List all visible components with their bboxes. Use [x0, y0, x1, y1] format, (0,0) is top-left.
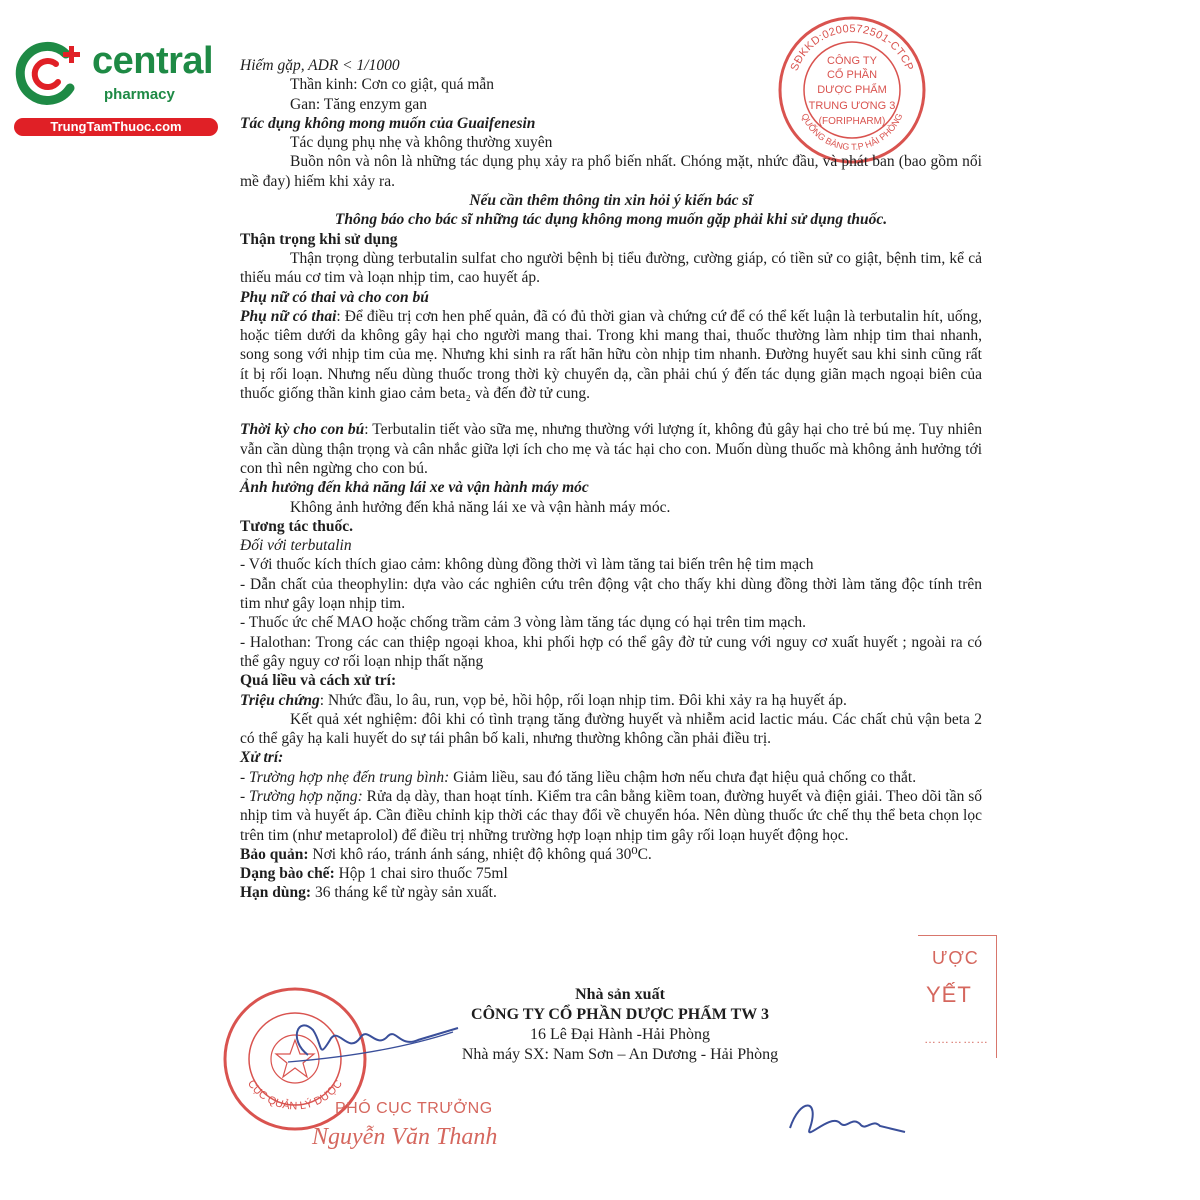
doc-paragraph — [240, 498, 982, 517]
partial-stamp-text-2: YẾT — [926, 982, 972, 1007]
doc-paragraph — [240, 748, 982, 767]
document-body — [240, 56, 982, 903]
stamp-line-3: DƯỢC PHẨM — [817, 84, 887, 96]
paragraph-text: - Halothan: Trong các can thiệp ngoại khoa, khi phối hợp có thể gây đờ tử cung với nguy cơ xuất huyết ; ngoài ra có thể gây nguy cơ rối loạn nhịp thất nặng — [240, 633, 982, 670]
doc-paragraph — [240, 478, 982, 497]
paragraph-text: Tác dụng phụ nhẹ và không thường xuyên — [290, 134, 553, 152]
paragraph-text: Không ảnh hưởng đến khả năng lái xe và vận hành máy móc. — [290, 498, 671, 516]
doc-paragraph — [240, 249, 982, 288]
logo-c-plus-icon — [14, 38, 84, 108]
paragraph-text: Phụ nữ có thai và cho con bú — [240, 288, 429, 306]
paragraph-text: Tương tác thuốc. — [240, 517, 354, 535]
manufacturer-company: CÔNG TY CỔ PHẦN DƯỢC PHẨM TW 3 — [471, 1006, 769, 1023]
signature-right — [780, 1088, 910, 1148]
partial-stamp-text-1: ƯỢC — [932, 948, 979, 968]
paragraph-text: Ảnh hưởng đến khả năng lái xe và vận hành máy móc — [240, 479, 589, 497]
logo-name: central — [92, 40, 214, 82]
doc-paragraph — [240, 114, 982, 133]
paragraph-text: : Terbutalin tiết vào sữa mẹ, nhưng thường với lượng ít, không đủ gây hại cho trẻ bú mẹ. Tuy nhiên vẫn cần dùng thận trọng và cân nhắc giữa lợi ích cho mẹ và tác hại cho con. Muốn dùng thuốc mà không ảnh hưởng tới con thì nên ngừng cho con bú. — [240, 421, 982, 477]
paragraph-text: Rửa dạ dày, than hoạt tính. Kiểm tra cân bằng kiềm toan, đường huyết và điện giải. Theo dõi tần số nhịp tim và huyết áp. Cần điều chỉnh kịp thời các thay đổi về chuyển hóa. Nên dùng thuốc ức chế thụ thể beta chọn lọc trên tim (như metaprolol) để điều trị những trường hợp loạn nhịp tim gây rối loạn huyết động học. — [240, 787, 982, 844]
paragraph-text: - Với thuốc kích thích giao cảm: không dùng đồng thời vì làm tăng tai biến trên hệ tim mạch — [240, 556, 814, 574]
paragraph-lead: Bảo quản: — [240, 845, 309, 863]
stamp-line-4: TRUNG ƯƠNG 3 — [808, 100, 896, 112]
doc-paragraph — [240, 710, 982, 749]
stamp-line-1: CÔNG TY — [827, 55, 877, 67]
stamp-line-2: CỔ PHẦN — [826, 69, 878, 81]
signatory-title: PHÓ CỤC TRƯỞNG — [335, 1100, 493, 1117]
paragraph-text: Nếu cần thêm thông tin xin hỏi ý kiến bác sĩ — [469, 192, 753, 210]
paragraph-lead: - Trường hợp nhẹ đến trung bình: — [240, 768, 450, 786]
partial-stamp-dots: …………… — [924, 1032, 989, 1046]
doc-paragraph — [240, 191, 982, 210]
doc-paragraph — [240, 883, 982, 902]
manufacturer-heading: Nhà sản xuất — [575, 986, 665, 1003]
paragraph-lead: Triệu chứng — [240, 691, 320, 709]
logo-url-banner: TrungTamThuoc.com — [14, 118, 218, 136]
doc-paragraph — [240, 307, 982, 403]
paragraph-text: - Dẫn chất của theophylin: dựa vào các nghiên cứu trên động vật cho thấy khi dùng đồng thời làm tăng độc tính trên tim như gây loạn nhịp tim. — [240, 575, 982, 613]
paragraph-text: 36 tháng kể từ ngày sản xuất. — [311, 884, 497, 902]
paragraph-text: - Thuốc ức chế MAO hoặc chống trầm cảm 3 vòng làm tăng tác dụng có hại trên tim mạch. — [240, 614, 806, 632]
paragraph-text: Tác dụng không mong muốn của Guaifenesin — [240, 114, 536, 132]
doc-paragraph — [240, 95, 982, 114]
paragraph-text: Thông báo cho bác sĩ những tác dụng không mong muốn gặp phải khi sử dụng thuốc. — [334, 211, 888, 229]
doc-paragraph — [240, 613, 982, 632]
doc-paragraph — [240, 420, 982, 478]
doc-paragraph — [240, 133, 982, 152]
doc-paragraph — [240, 517, 982, 536]
doc-paragraph — [240, 575, 982, 614]
manufacturer-factory: Nhà máy SX: Nam Sơn – An Dương - Hải Phòng — [461, 1046, 779, 1063]
doc-paragraph — [240, 75, 982, 94]
doc-paragraph — [240, 56, 982, 75]
paragraph-text: Gan: Tăng enzym gan — [290, 95, 428, 113]
paragraph-text: Quá liều và cách xử trí: — [240, 672, 397, 690]
doc-paragraph — [240, 671, 982, 690]
paragraph-gap — [240, 403, 982, 420]
paragraph-text: : Nhức đầu, lo âu, run, vọp bẻ, hồi hộp, rối loạn nhịp tim. Đôi khi xảy ra hạ huyết áp. — [319, 691, 847, 709]
stamp-ring-text: SĐKKD:0200572501-CTCP — [788, 22, 916, 73]
official-stamp-ring-text: CỤC QUẢN LÝ DƯỢC — [244, 1077, 346, 1113]
manufacturer-block — [420, 985, 820, 1065]
paragraph-text: Đối với terbutalin — [240, 537, 352, 555]
doc-paragraph — [240, 864, 982, 883]
doc-paragraph — [240, 210, 982, 229]
doc-paragraph — [240, 230, 982, 249]
doc-paragraph — [240, 536, 982, 555]
paragraph-lead: Thời kỳ cho con bú — [240, 421, 365, 439]
stamp-ring-bottom-text: QUỐNG BÀNG T.P HẢI PHÒNG — [799, 111, 905, 153]
doc-paragraph — [240, 633, 982, 672]
paragraph-text: : Để điều trị cơn hen phế quản, đã có đủ thời gian và chứng cứ để có thể kết luận là terbutalin hít, uống, hoặc tiêm dưới da không gây hại cho người mang thai. Trong khi mang thai, thuốc thường làm nhịp tim thai nhanh, song song với nhịp tim của mẹ. Nhưng khi sinh ra rất hãn hữu còn nhịp tim nhanh. Đường huyết sau khi sinh cũng rất ít bị rối loạn. Nhưng nếu dùng thuốc trong thời kỳ chuyển dạ, cần phải chú ý đến tác dụng giãn mạch ngoại biên của thuốc giống thần kinh giao cảm beta₂ và đến đờ tử cung. — [240, 307, 983, 403]
logo-subtitle: pharmacy — [104, 86, 175, 103]
paragraph-text: Giảm liều, sau đó tăng liều chậm hơn nếu chưa đạt hiệu quả chống co thắt. — [449, 768, 917, 786]
paragraph-lead: - Trường hợp nặng: — [240, 787, 363, 805]
doc-paragraph — [240, 768, 982, 787]
signatory-name: Nguyễn Văn Thanh — [312, 1124, 498, 1150]
manufacturer-address: 16 Lê Đại Hành -Hải Phòng — [530, 1026, 710, 1043]
paragraph-text: Kết quả xét nghiệm: đôi khi có tình trạng tăng đường huyết và nhiễm acid lactic máu. Các chất chủ vận beta 2 có thể gây hạ kali huyết do sự tái phân bố kali, nhưng thường không cần phải điều trị. — [240, 710, 982, 748]
paragraph-lead: Phụ nữ có thai — [240, 307, 337, 325]
doc-paragraph — [240, 288, 982, 307]
paragraph-text: Thận trọng khi sử dụng — [240, 230, 398, 248]
paragraph-text: Xử trí: — [240, 749, 284, 767]
paragraph-text: Hiếm gặp, ADR < 1/1000 — [240, 57, 400, 74]
paragraph-lead: Dạng bào chế: — [240, 865, 335, 883]
paragraph-lead: Hạn dùng: — [240, 884, 312, 902]
doc-paragraph — [240, 555, 982, 574]
signature-scribble — [268, 1000, 468, 1080]
doc-paragraph — [240, 787, 982, 845]
paragraph-text: Buồn nôn và nôn là những tác dụng phụ xảy ra phổ biến nhất. Chóng mặt, nhức đầu, và phát ban (bao gồm nổi mề đay) hiếm khi xảy ra. — [240, 153, 982, 190]
doc-paragraph — [240, 845, 982, 864]
paragraph-text: Hộp 1 chai siro thuốc 75ml — [334, 865, 508, 883]
paragraph-text: Thận trọng dùng terbutalin sulfat cho người bệnh bị tiểu đường, cường giáp, có tiền sử co giật, bệnh tim, kể cả thiếu máu cơ tim và loạn nhịp tim, cao huyết áp. — [240, 249, 982, 287]
stamp-line-5: (FORIPHARM) — [818, 116, 886, 127]
paragraph-text: Thần kinh: Cơn co giật, quá mẫn — [290, 76, 495, 94]
doc-paragraph — [240, 152, 982, 191]
paragraph-text: Nơi khô ráo, tránh ánh sáng, nhiệt độ không quá 30⁰C. — [308, 845, 652, 863]
doc-paragraph — [240, 691, 982, 710]
central-pharmacy-logo — [8, 36, 218, 136]
